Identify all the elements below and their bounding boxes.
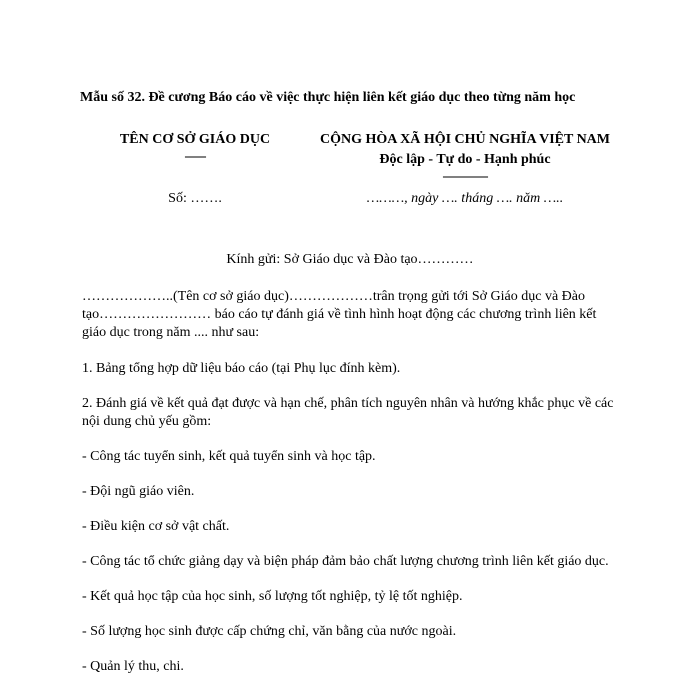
list-item: - Điều kiện cơ sở vật chất. bbox=[82, 519, 230, 534]
national-motto: Độc lập - Tự do - Hạnh phúc bbox=[379, 152, 551, 167]
salutation: Kính gửi: Sở Giáo dục và Đào tạo………… bbox=[226, 252, 474, 267]
nation-name: CỘNG HÒA XÃ HỘI CHỦ NGHĨA VIỆT NAM bbox=[319, 132, 610, 147]
document-title: Mẫu số 32. Đề cương Báo cáo về việc thực hiện liên kết giáo dục theo từng năm học bbox=[80, 90, 576, 105]
document-body bbox=[82, 288, 620, 693]
list-item: - Công tác tuyển sinh, kết quả tuyển sinh và học tập. bbox=[82, 449, 376, 464]
header-right-block bbox=[290, 130, 640, 182]
list-item: 1. Bảng tổng hợp dữ liệu báo cáo (tại Phụ lục đính kèm). bbox=[82, 361, 401, 376]
motto-underline: --------------- bbox=[442, 169, 488, 183]
list-item: 2. Đánh giá về kết quả đạt được và hạn chế, phân tích nguyên nhân và hướng khắc phục về các nội dung chủ yếu gồm: bbox=[82, 396, 614, 429]
organization-name: TÊN CƠ SỞ GIÁO DỤC bbox=[119, 132, 271, 147]
list-item: - Kết quả học tập của học sinh, số lượng tốt nghiệp, tỷ lệ tốt nghiệp. bbox=[82, 589, 463, 604]
document-number: Số: ……. bbox=[168, 191, 222, 206]
list-item: - Công tác tổ chức giảng dạy và biện pháp đảm bảo chất lượng chương trình liên kết giáo dục. bbox=[82, 554, 609, 569]
document-date: ………, ngày …. tháng …. năm ….. bbox=[366, 191, 564, 206]
intro-paragraph: ………………..(Tên cơ sở giáo dục)………………trân trọng gửi tới Sở Giáo dục và Đào tạo…………………… báo cáo tự đánh giá về tình hình hoạt động các chương trình liên kết giáo dục trong năm .... như sau: bbox=[82, 289, 597, 340]
list-item: - Số lượng học sinh được cấp chứng chỉ, văn bằng của nước ngoài. bbox=[82, 624, 457, 639]
organization-underline: ------- bbox=[184, 149, 206, 163]
list-item: - Quản lý thu, chi. bbox=[82, 659, 184, 674]
header-left-block bbox=[90, 130, 300, 162]
list-item: - Đội ngũ giáo viên. bbox=[82, 484, 195, 499]
